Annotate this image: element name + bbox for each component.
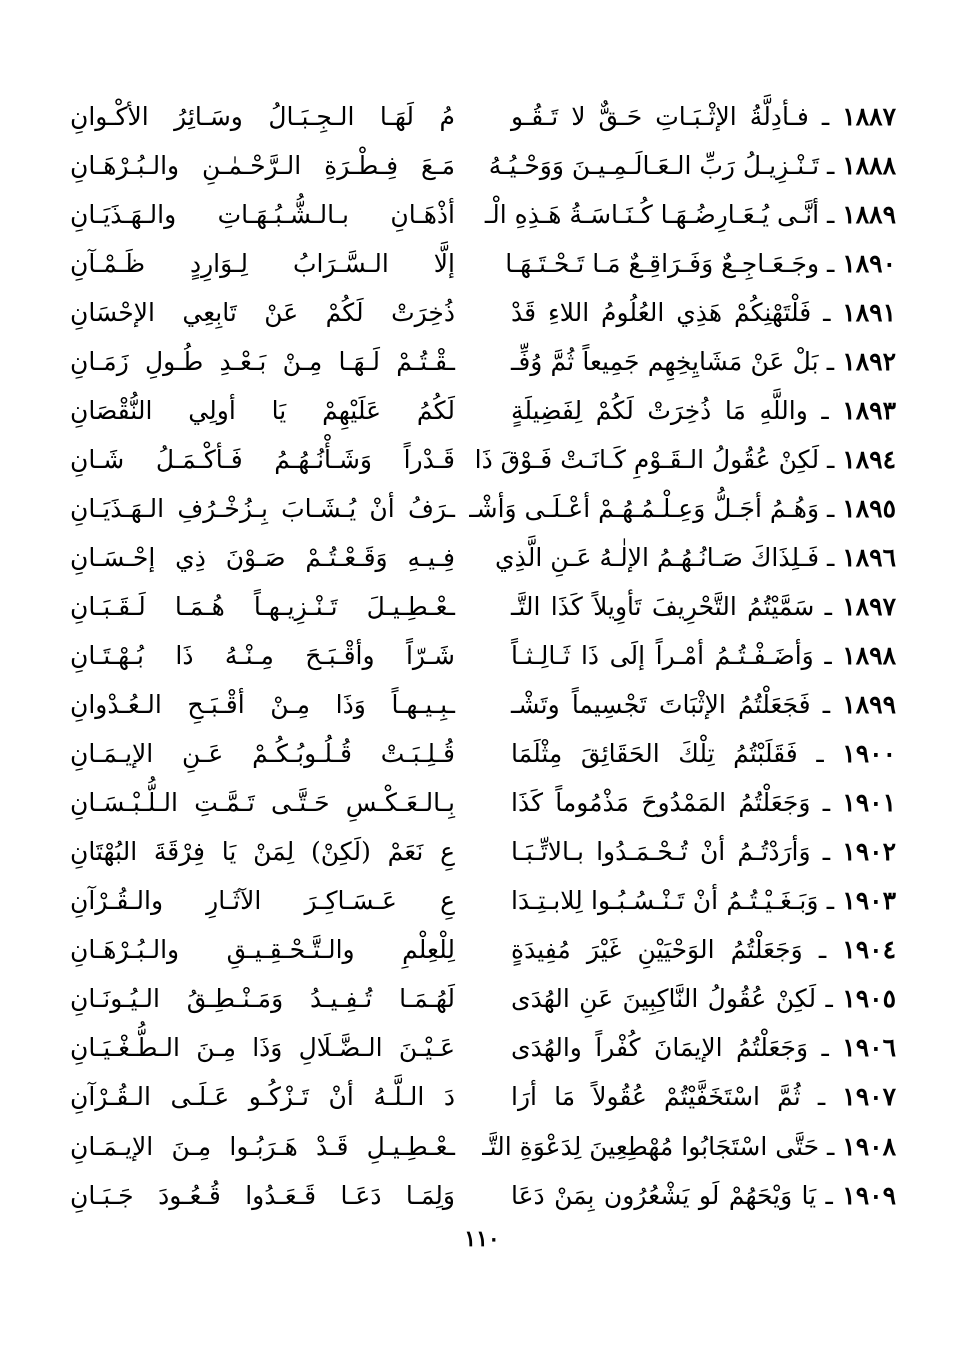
first-hemistich-text: حَتَّى اسْتَجَابُوا مُهْطِعِينَ لِدَعْوَةِ التَّـ	[482, 1131, 820, 1161]
second-hemistich: قَـدْراً وَشَـأْنُـهُـمُ فَـأكْـمَـلُ شَـانِ	[70, 444, 455, 474]
verse-number: ١٨٩٢	[842, 346, 896, 376]
first-hemistich-text: سَمَّيْتُمُ التَّحْرِيفَ تَأوِيلاً كَذَا التَّـ	[511, 591, 815, 621]
first-hemistich-text: وَأضَـفْـتُـمُ أمْـراً إلَى ذَا ثَـالِـثـاً	[511, 641, 814, 671]
verse-row	[70, 386, 896, 435]
first-hemistich-text: فـأدِلَّةُ الإثْـبَـاتِ حَـقٌّ لا تَـقُـو	[511, 101, 809, 131]
first-hemistich: ١٨٩٦ ـ فَـلِذَاكَ صَـانُـهُـمُ الإلٰـهُ عَـنِ الَّذِي	[495, 542, 896, 572]
first-hemistich-text: وَجَعَلْتُمُ الوَحْيَيْنِ غَيْرَ مُفِيدَةٍ	[511, 935, 803, 965]
verse-number: ١٩٠٩	[842, 1180, 897, 1210]
verse-row	[70, 877, 896, 926]
verse-row	[70, 779, 896, 828]
first-hemistich-text: وَأرَدْتُـمُ أنْ تُـحْـمَـدُوا بـالاتِّـبَـا	[511, 837, 811, 867]
first-hemistich: ١٨٩٠ ـ وجَـعَـاجِـعٌ وَفَـرَاقِـعٌ مَـا تَـحْـتَـهَـا	[505, 248, 896, 278]
first-hemistich: ١٩٠٥ ـ لَكِنْ عُقُولُ النَّاكِبِينَ عَنِ الهُدَى	[511, 984, 896, 1014]
first-hemistich: ١٨٨٨ ـ تَـنْـزِيـلُ رَبِّ الـعَـالَـمِـيـنَ وَوَحْـيُـهُ	[488, 150, 896, 180]
first-hemistich: ١٨٩١ ـ فَلْتَهْنِكُمْ هَذِي العُلُومُ اللاءِ قَدْ	[511, 297, 897, 327]
first-hemistich-text: فَقَلَبْتُمُ تِلْكَ الحَقَائِقَ مِثْلَمَا	[511, 739, 798, 769]
second-hemistich: شَـرّاً وأقْـبَـحَ مِـنْـهُ ذَا بُـهْـتَـانِ	[70, 641, 455, 671]
verse-number: ١٨٩٤	[842, 444, 896, 474]
first-hemistich-text: فَجَعَلْتُمُ الإثْبَاتَ تَجْسِيماً وتَشْـ	[511, 690, 811, 720]
second-hemistich: مُ لَهَـا الـجِـبَـالُ وسَـائِرُ الأكْـوانِ	[70, 101, 455, 131]
first-hemistich: ١٩٠١ ـ وَجَعَلْتُمُ المَمْدُوحَ مَذْمُوماً كَذَا	[511, 788, 896, 818]
second-hemistich: فِـيـهِ وَقَـعْـتُـمْ صَـوْنَ ذِي إحْـسَـانِ	[70, 542, 455, 572]
verse-row	[70, 533, 896, 582]
first-hemistich-text: فَـلِذَاكَ صَـانُـهُـمُ الإلٰـهُ عَـنِ الَّذِي	[495, 542, 820, 572]
second-hemistich: عِ نَعَمْ (لَكِنْ) لِمَنْ يَا فِرْقَةَ البُهْتَانِ	[70, 837, 455, 867]
second-hemistich: لِلْعِلْمِ والـتَّـحْـقِـيـقِ والـبُـرْهَـانِ	[70, 935, 455, 965]
first-hemistich: ١٨٩٨ ـ وَأضَـفْـتُـمُ أمْـراً إلَى ذَا ثَـالِـثـاً	[511, 641, 896, 671]
verse-number: ١٩٠٤	[842, 935, 897, 965]
first-hemistich-text: لَكِنْ عُقُولُ النَّاكِبِينَ عَنِ الهُدَى	[511, 984, 817, 1014]
second-hemistich: أذْهَـانِ بـالـشُّـبُـهَـاتِ والـهَـذَيَـانِ	[70, 199, 455, 229]
first-hemistich: ١٩٠٨ ـ حَتَّى اسْتَجَابُوا مُهْطِعِينَ لِدَعْوَةِ التَّـ	[482, 1131, 896, 1161]
verse-row	[70, 730, 896, 779]
second-hemistich: ذُخِرَتْ لَكُمْ عَنْ تَابِعِي الإحْسَانِ	[70, 297, 455, 327]
second-hemistich: لَهُـمَـا تُـفِـيـدُ وَمَـنْـطِـقُ الـيُـونَـانِ	[70, 984, 455, 1014]
first-hemistich-text: وَجَعَلْتُمُ الإيمَانَ كُفْراً والهُدَى	[511, 1033, 809, 1063]
verse-row	[70, 926, 896, 975]
first-hemistich-text: ثُمَّ اسْتَخَفَّيْتُمْ عُقُولاً مَا أرَا	[511, 1082, 801, 1112]
verse-number: ١٩٠٢	[842, 837, 896, 867]
verse-row	[70, 828, 896, 877]
verse-number: ١٨٩٧	[842, 591, 896, 621]
first-hemistich-text: لَكِنْ عُقُولُ الـقَـوْمِ كَـانَـتْ فَـوْقَ ذَا	[474, 444, 820, 474]
first-hemistich: ١٩٠٦ ـ وَجَعَلْتُمُ الإيمَانَ كُفْراً والهُدَى	[511, 1033, 896, 1063]
verse-row	[70, 1122, 896, 1171]
verse-row	[70, 190, 896, 239]
verse-row	[70, 632, 896, 681]
first-hemistich-text: بَلْ عَنْ مَشَايِخِهِم جَمِيعاً ثُمَّ وُفِّـ	[511, 346, 819, 376]
first-hemistich: ١٨٨٩ ـ أنَّـى يُـعَـارِضُـهَـا كُـنَـاسَـةُ هَـذِهِ الْـ	[484, 199, 896, 229]
verse-number: ١٨٩٥	[842, 493, 896, 523]
first-hemistich-text: فَلْتَهْنِكُمْ هَذِي العُلُومُ اللاءِ قَدْ	[511, 297, 812, 327]
first-hemistich: ١٩٠٧ ـ ثُمَّ اسْتَخَفَّيْتُمْ عُقُولاً مَا أرَا	[511, 1082, 896, 1112]
verse-row	[70, 681, 896, 730]
first-hemistich: ١٨٩٩ ـ فَجَعَلْتُمُ الإثْبَاتَ تَجْسِيماً وتَشْـ	[511, 690, 896, 720]
verse-row	[70, 92, 896, 141]
verse-number: ١٩٠٠	[842, 739, 896, 769]
verse-number: ١٩٠٨	[842, 1131, 896, 1161]
verse-row	[70, 975, 896, 1024]
verse-number: ١٨٩٠	[842, 248, 896, 278]
first-hemistich-text: أنَّـى يُـعَـارِضُـهَـا كُـنَـاسَـةُ هَـذِهِ الْـ	[484, 199, 820, 229]
second-hemistich: ـرَفُ أنْ يُـشَـابَ بِـزُخْـرُفِ الـهَـذَيَـانِ	[70, 493, 455, 523]
second-hemistich: بِـالـعَـكْـسِ حَـتَّـى تَـمَّـتِ الـلُّـبْـسَـانِ	[70, 788, 455, 818]
first-hemistich: ١٩٠٢ ـ وَأرَدْتُـمُ أنْ تُـحْـمَـدُوا بـالاتِّـبَـا	[511, 837, 896, 867]
verse-number: ١٩٠٦	[842, 1033, 896, 1063]
first-hemistich-text: تَـنْـزِيـلُ رَبِّ الـعَـالَـمِـيـنَ وَوَحْـيُـهُ	[488, 150, 820, 180]
second-hemistich: إلَّا الـسَّـرَابُ لِـوَارِدٍ ظَـمْـآنِ	[70, 248, 455, 278]
verse-row	[70, 288, 896, 337]
verse-number: ١٩٠٧	[842, 1082, 896, 1112]
second-hemistich: دَ الـلَّـهُ أنْ تَـزْكُـو عَـلَـى الـقُـرْآنِ	[70, 1082, 455, 1112]
first-hemistich: ١٩٠٣ ـ وَبَـغَـيْـتُـمُ أنْ تَـنْـسُـبُـوا لِلابـتِـدَا	[511, 886, 896, 916]
verse-number: ١٨٨٧	[842, 101, 896, 131]
first-hemistich-text: واللَّهِ مَا ذُخِرَتْ لَكُمْ لِفَضِيلَةٍ	[511, 395, 808, 425]
second-hemistich: وَلِمَـا دَعَـا قَـعَـدُوا قُـعُـودَ جَـبَـانِ	[70, 1180, 455, 1210]
second-hemistich: ـقْـتُـمْ لَـهَـا مِـنْ بَـعْـدِ طُـولِ زَمَـانِ	[70, 346, 455, 376]
verse-number: ١٨٨٨	[842, 150, 896, 180]
verse-number: ١٨٨٩	[842, 199, 896, 229]
verse-row	[70, 1171, 896, 1220]
second-hemistich: عَـيْـنَ الـضَّـلَالِ وَذَا مِـنَ الـطُّـغْـيَـانِ	[70, 1033, 455, 1063]
second-hemistich: قُـلِـبَـتْ قُـلُـوبُـكُـمْ عَـنِ الإيـمَـانِ	[70, 739, 455, 769]
first-hemistich: ١٨٨٧ ـ فـأدِلَّةُ الإثْـبَـاتِ حَـقٌّ لا تَـقُـو	[511, 101, 896, 131]
second-hemistich: ـبِـيـهـاً وَذَا مِـنْ أقْـبَـحِ الـعُـدْوانِ	[70, 690, 455, 720]
first-hemistich: ١٨٩٣ ـ واللَّهِ مَا ذُخِرَتْ لَكُمْ لِفَضِيلَةٍ	[511, 395, 896, 425]
second-hemistich: مَـعَ فِـطْـرَةِ الـرَّحْـمٰـنِ والـبُـرْهَـانِ	[70, 150, 455, 180]
verse-number: ١٩٠٥	[842, 984, 896, 1014]
verse-row	[70, 141, 896, 190]
verse-list	[70, 92, 896, 1220]
verse-number: ١٩٠٣	[842, 886, 896, 916]
first-hemistich: ١٩٠٠ ـ فَقَلَبْتُمُ تِلْكَ الحَقَائِقَ مِثْلَمَا	[511, 739, 896, 769]
verse-number: ١٨٩٣	[842, 395, 896, 425]
verse-number: ١٨٩٩	[842, 690, 896, 720]
first-hemistich-text: يَا وَيْحَهُمْ لَو يَشْعُرُون بِمَنْ دَعَا	[511, 1180, 817, 1210]
verse-number: ١٩٠١	[842, 788, 896, 818]
second-hemistich: لَكُمُ عَلَيْهِمْ يَا أولِي النُّقْصَانِ	[70, 395, 455, 425]
first-hemistich: ١٩٠٤ ـ وَجَعَلْتُمُ الوَحْيَيْنِ غَيْرَ مُفِيدَةٍ	[511, 935, 897, 965]
first-hemistich-text: وَجَعَلْتُمُ المَمْدُوحَ مَذْمُوماً كَذَا	[511, 788, 811, 818]
verse-row	[70, 1024, 896, 1073]
first-hemistich: ١٨٩٢ ـ بَلْ عَنْ مَشَايِخِهِم جَمِيعاً ثُمَّ وُفِّـ	[511, 346, 896, 376]
verse-row	[70, 337, 896, 386]
first-hemistich: ١٨٩٤ ـ لَكِنْ عُقُولُ الـقَـوْمِ كَـانَـتْ فَـوْقَ ذَا	[474, 444, 896, 474]
first-hemistich-text: وجَـعَـاجِـعٌ وَفَـرَاقِـعٌ مَـا تَـحْـتَـهَـا	[505, 248, 820, 278]
verse-row	[70, 582, 896, 631]
verse-row	[70, 1073, 896, 1122]
verse-row	[70, 435, 896, 484]
verse-number: ١٨٩٨	[842, 641, 896, 671]
first-hemistich: ١٨٩٧ ـ سَمَّيْتُمُ التَّحْرِيفَ تَأوِيلاً كَذَا التَّـ	[511, 591, 896, 621]
second-hemistich: ـعْـطِـيـلَ تَـنْـزِيـهـاً هُـمَـا لَـقَـبَـانِ	[70, 591, 455, 621]
verse-row	[70, 484, 896, 533]
second-hemistich: ـعْـطِـيـلِ قَـدْ هَـرَبُـوا مِـنَ الإيـمَـانِ	[70, 1131, 455, 1161]
second-hemistich: عِ عَـسَـاكِـرَ الآثَـارِ والـقُـرْآنِ	[70, 886, 455, 916]
page-number: ١١٠	[464, 1226, 500, 1252]
first-hemistich: ١٩٠٩ ـ يَا وَيْحَهُمْ لَو يَشْعُرُون بِمَنْ دَعَا	[511, 1180, 897, 1210]
verse-number: ١٨٩٦	[842, 542, 896, 572]
first-hemistich-text: وَهُـمُ أجَـلُّ وَعِـلْـمُـهُـمْ أعْـلَـى وَأشْـ	[469, 493, 820, 523]
verse-row	[70, 239, 896, 288]
verse-number: ١٨٩١	[842, 297, 897, 327]
first-hemistich: ١٨٩٥ ـ وَهُـمُ أجَـلُّ وَعِـلْـمُـهُـمْ أعْـلَـى وَأشْـ	[469, 493, 896, 523]
first-hemistich-text: وَبَـغَـيْـتُـمُ أنْ تَـنْـسُـبُـوا لِلابـتِـدَا	[511, 886, 819, 916]
